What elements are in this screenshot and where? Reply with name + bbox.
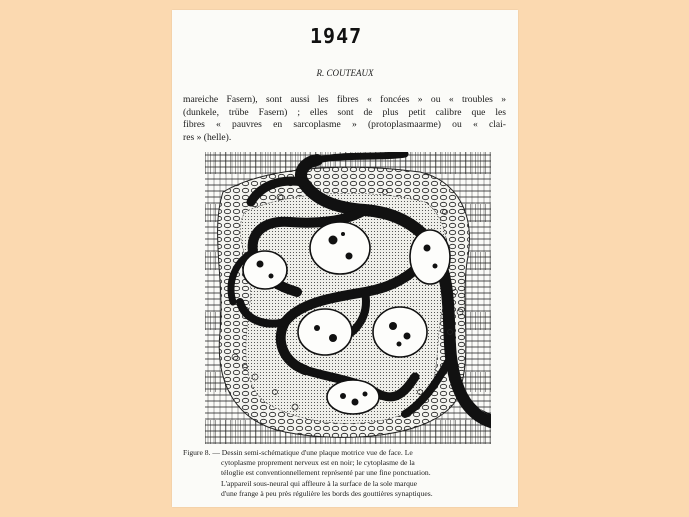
body-line: fibres « pauvres en sarcoplasme » (protoplasmaarme) ou « clai- — [183, 119, 506, 130]
body-line: res » (helle). — [183, 131, 232, 143]
scanned-page — [172, 10, 518, 507]
body-line: mareiche Fasern), sont aussi les fibres « foncées » ou « troubles » — [183, 94, 506, 105]
figure-caption — [183, 448, 511, 499]
caption-line: Figure 8. — Dessin semi-schématique d'une plaque motrice vue de face. Le — [183, 448, 413, 457]
body-line: (dunkele, trübe Fasern) ; elles sont de plus petit calibre que les — [183, 106, 506, 118]
caption-line: cytoplasme proprement nerveux est en noir; le cytoplasme de la — [221, 458, 415, 468]
motor-endplate-illustration — [205, 152, 491, 444]
handwritten-year: 1947 — [310, 24, 363, 48]
body-paragraph — [183, 94, 506, 144]
caption-line: d'une frange à peu près régulière les bords des gouttières synaptiques. — [221, 488, 433, 498]
caption-line: L'appareil sous-neural qui affleure à la surface de la sole marque — [221, 478, 418, 488]
running-header: R. COUTEAUX — [316, 68, 374, 78]
caption-line: téloglie est conventionnellement représenté par une fine ponctuation. — [221, 468, 431, 478]
